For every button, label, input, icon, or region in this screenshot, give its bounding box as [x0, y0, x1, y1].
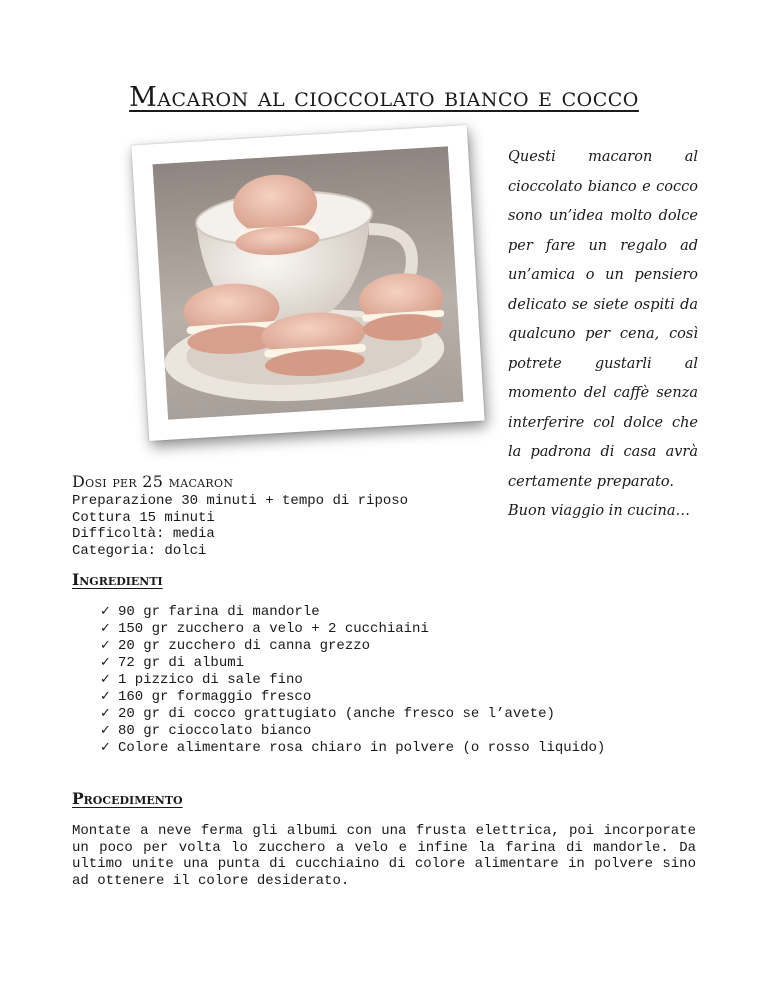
- cook-time: Cottura 15 minuti: [72, 509, 215, 526]
- checkmark-icon: ✓: [100, 689, 111, 704]
- intro-paragraph: [508, 143, 698, 527]
- ingredient-text: 160 gr formaggio fresco: [118, 689, 312, 705]
- intro-closing: Buon viaggio in cucina…: [508, 503, 690, 519]
- ingredient-text: 72 gr di albumi: [118, 655, 245, 671]
- ingredients-list: [100, 604, 605, 757]
- macaron-photo: [131, 125, 484, 441]
- intro-text: Questi macaron al cioccolato bianco e cocco sono un’idea molto dolce per fare un regalo ad un’amica o un pensiero delicato se siete ospiti da qualcuno per cena, così potrete gustarli al momento del caffè senza interferire col dolce che la padrona di casa avrà certamente preparato.: [508, 149, 698, 490]
- list-item: [100, 706, 605, 723]
- procedure-heading: Procedimento: [72, 789, 183, 808]
- list-item: [100, 740, 605, 757]
- list-item: [100, 604, 605, 621]
- difficulty: Difficoltà: media: [72, 526, 215, 542]
- checkmark-icon: ✓: [100, 621, 111, 636]
- checkmark-icon: ✓: [100, 740, 111, 755]
- list-item: [100, 638, 605, 655]
- list-item: [100, 723, 605, 740]
- list-item: [100, 689, 605, 706]
- checkmark-icon: ✓: [100, 672, 111, 687]
- servings-heading: Dosi per 25 macaron: [72, 472, 234, 491]
- ingredient-text: 80 gr cioccolato bianco: [118, 723, 312, 739]
- ingredient-text: 20 gr di cocco grattugiato (anche fresco se l’avete): [118, 706, 555, 722]
- checkmark-icon: ✓: [100, 723, 111, 738]
- recipe-meta: [72, 493, 408, 559]
- ingredient-text: 1 pizzico di sale fino: [118, 672, 303, 688]
- checkmark-icon: ✓: [100, 638, 111, 653]
- procedure-text: Montate a neve ferma gli albumi con una frusta elettrica, poi incorporate un poco per volta lo zucchero a velo e infine la farina di mandorle. Da ultimo unite una punta di cucchiaino di colore alimentare in polvere sino ad ottenere il colore desiderato.: [72, 823, 696, 889]
- prep-time: Preparazione 30 minuti + tempo di riposo: [72, 493, 409, 509]
- checkmark-icon: ✓: [100, 655, 111, 670]
- ingredient-text: 150 gr zucchero a velo + 2 cucchiaini: [118, 621, 429, 637]
- ingredient-text: 20 gr zucchero di canna grezzo: [118, 638, 371, 654]
- list-item: [100, 655, 605, 672]
- list-item: [100, 621, 605, 638]
- ingredient-text: Colore alimentare rosa chiaro in polvere (o rosso liquido): [118, 740, 606, 756]
- macaron-cup-illustration: [152, 146, 463, 420]
- ingredient-text: 90 gr farina di mandorle: [118, 604, 320, 620]
- category: Categoria: dolci: [72, 542, 207, 559]
- checkmark-icon: ✓: [100, 604, 111, 619]
- recipe-title: Macaron al cioccolato bianco e cocco: [129, 82, 639, 113]
- checkmark-icon: ✓: [100, 706, 111, 721]
- ingredients-heading: Ingredienti: [72, 570, 163, 589]
- list-item: [100, 672, 605, 689]
